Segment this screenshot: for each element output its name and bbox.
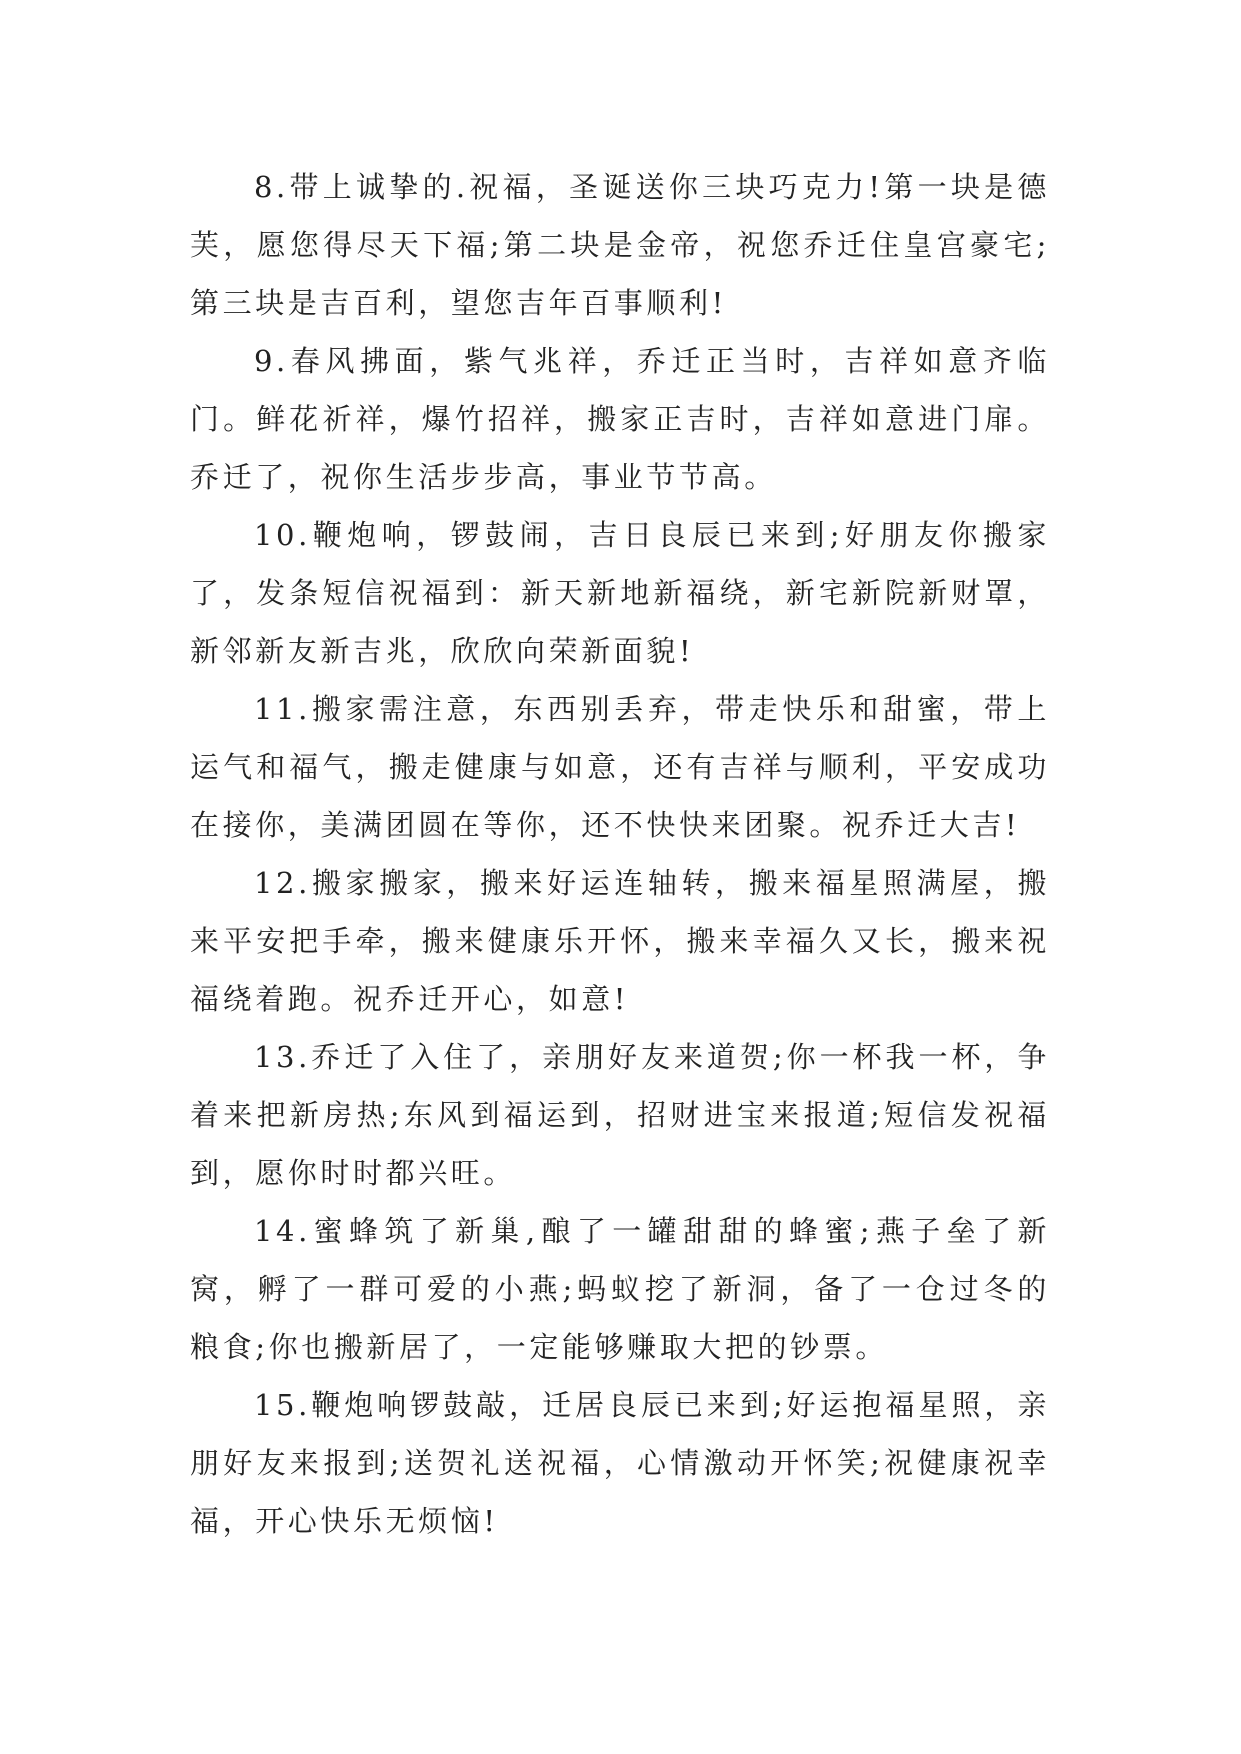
paragraph-10: 10.鞭炮响，锣鼓闹，吉日良辰已来到;好朋友你搬家了，发条短信祝福到：新天新地新福绕，新宅新院新财罩，新邻新友新吉兆，欣欣向荣新面貌! <box>190 518 1050 668</box>
paragraph-11: 11.搬家需注意，东西别丢弃，带走快乐和甜蜜，带上运气和福气，搬走健康与如意，还有吉祥与顺利，平安成功在接你，美满团圆在等你，还不快快来团聚。祝乔迁大吉! <box>190 692 1050 842</box>
paragraph-13: 13.乔迁了入住了，亲朋好友来道贺;你一杯我一杯，争着来把新房热;东风到福运到，招财进宝来报道;短信发祝福到，愿你时时都兴旺。 <box>190 1040 1050 1190</box>
paragraph-14: 14.蜜蜂筑了新巢,酿了一罐甜甜的蜂蜜;燕子垒了新窝，孵了一群可爱的小燕;蚂蚁挖了新洞，备了一仓过冬的粮食;你也搬新居了，一定能够赚取大把的钞票。 <box>190 1214 1050 1364</box>
paragraph-15: 15.鞭炮响锣鼓敲，迁居良辰已来到;好运抱福星照，亲朋好友来报到;送贺礼送祝福，心情激动开怀笑;祝健康祝幸福，开心快乐无烦恼! <box>190 1388 1050 1538</box>
paragraph-12: 12.搬家搬家，搬来好运连轴转，搬来福星照满屋，搬来平安把手牵，搬来健康乐开怀，搬来幸福久又长，搬来祝福绕着跑。祝乔迁开心，如意! <box>190 866 1050 1016</box>
document-body <box>190 158 1050 1550</box>
paragraph-9: 9.春风拂面，紫气兆祥，乔迁正当时，吉祥如意齐临门。鲜花祈祥，爆竹招祥，搬家正吉时，吉祥如意进门扉。乔迁了，祝你生活步步高，事业节节高。 <box>190 344 1050 494</box>
paragraph-8: 8.带上诚挚的.祝福，圣诞送你三块巧克力!第一块是德芙，愿您得尽天下福;第二块是金帝，祝您乔迁住皇宫豪宅;第三块是吉百利，望您吉年百事顺利! <box>190 170 1050 320</box>
